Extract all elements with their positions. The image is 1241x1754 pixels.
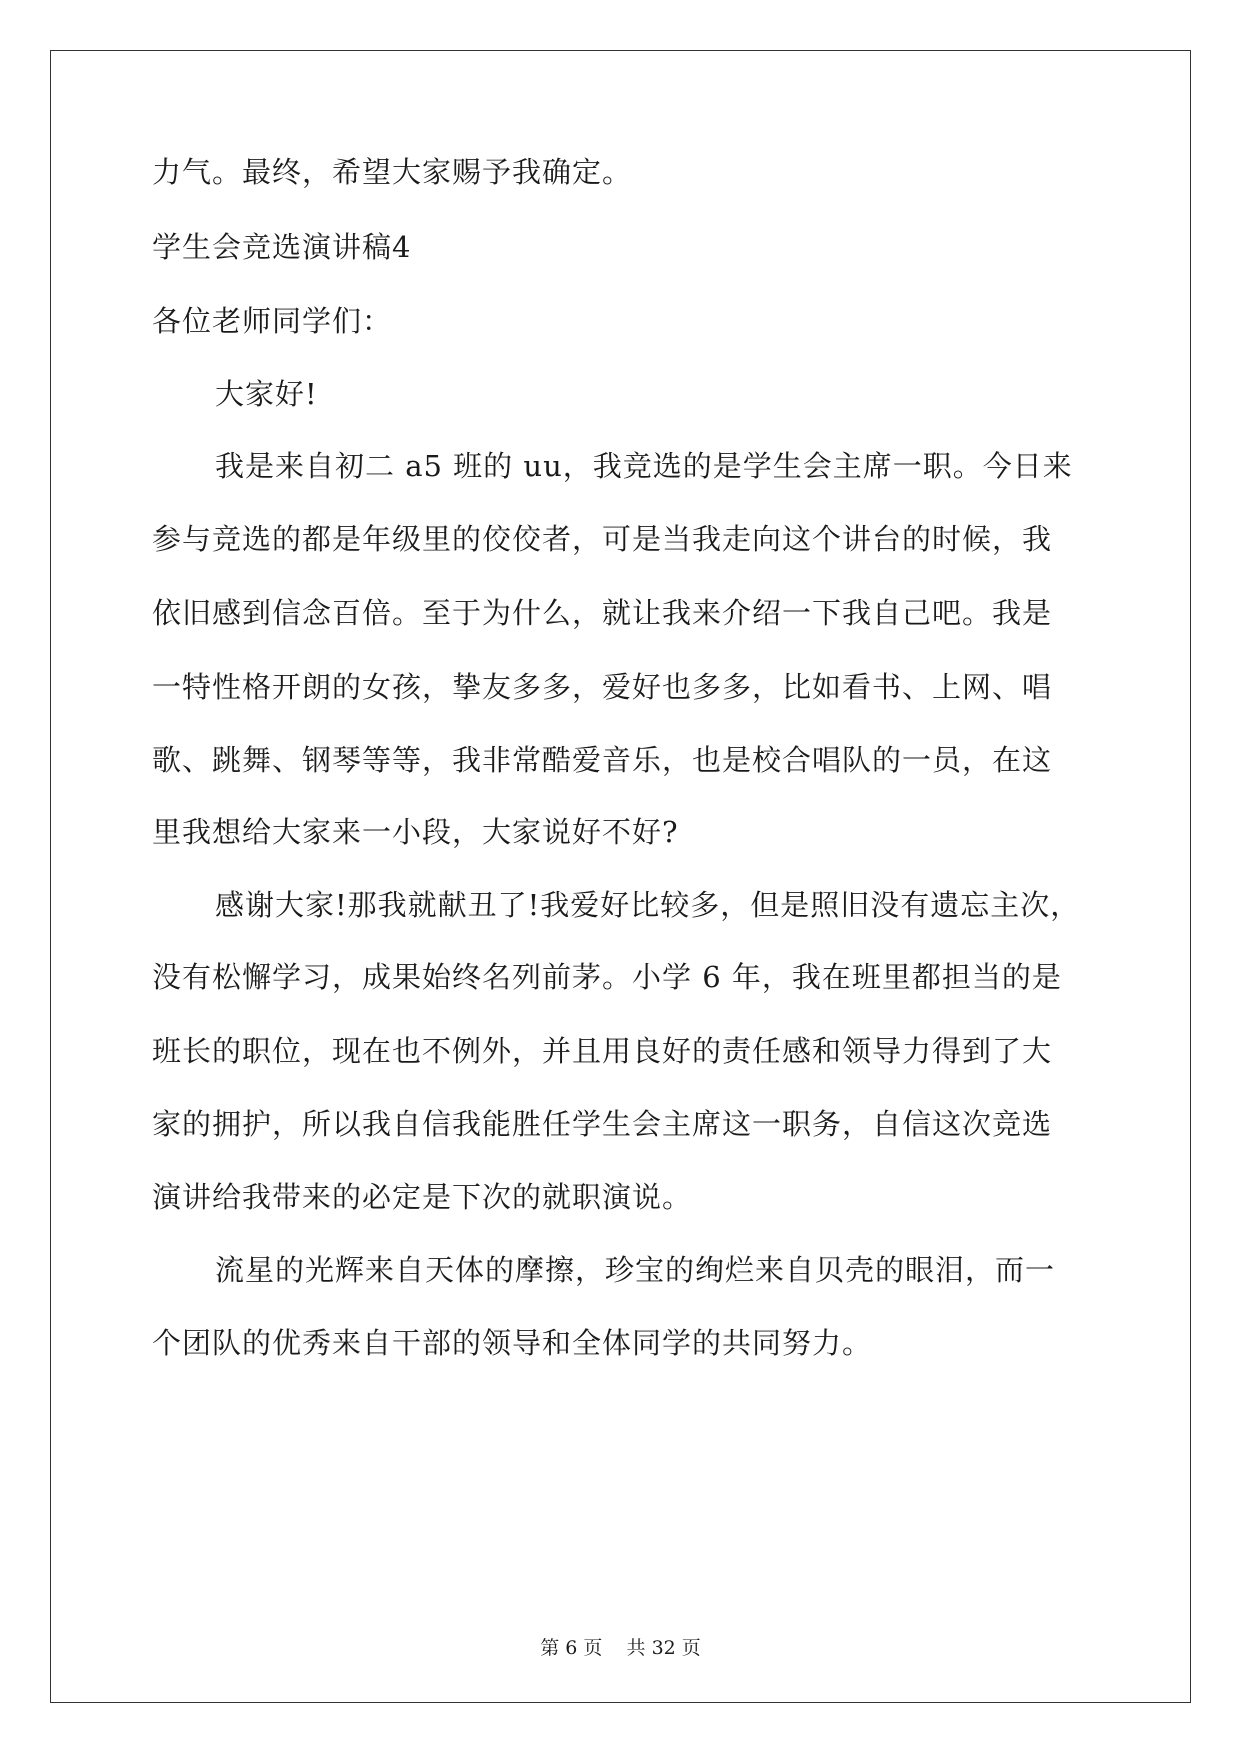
text-line: 力气。最终，希望大家赐予我确定。 bbox=[152, 155, 633, 189]
text-line: 我是来自初二 a5 班的 uu，我竞选的是学生会主席一职。今日来 bbox=[215, 449, 1073, 483]
text-line: 班长的职位，现在也不例外，并且用良好的责任感和领导力得到了大 bbox=[152, 1034, 1053, 1068]
text-line: 没有松懈学习，成果始终名列前茅。小学 6 年，我在班里都担当的是 bbox=[152, 960, 1062, 994]
text-line: 歌、跳舞、钢琴等等，我非常酷爱音乐，也是校合唱队的一员，在这 bbox=[152, 743, 1053, 777]
text-line: 参与竞选的都是年级里的佼佼者，可是当我走向这个讲台的时候，我 bbox=[152, 522, 1053, 556]
text-line: 依旧感到信念百倍。至于为什么，就让我来介绍一下我自己吧。我是 bbox=[152, 596, 1053, 630]
text-line: 演讲给我带来的必定是下次的就职演说。 bbox=[152, 1180, 693, 1214]
text-line: 感谢大家!那我就献丑了!我爱好比较多，但是照旧没有遗忘主次， bbox=[215, 888, 1081, 922]
salutation: 各位老师同学们： bbox=[152, 304, 393, 338]
text-line: 家的拥护，所以我自信我能胜任学生会主席这一职务，自信这次竞选 bbox=[152, 1107, 1053, 1141]
text-line: 一特性格开朗的女孩，挚友多多，爱好也多多，比如看书、上网、唱 bbox=[152, 670, 1053, 704]
text-line: 里我想给大家来一小段，大家说好不好? bbox=[152, 815, 679, 849]
text-line: 流星的光辉来自天体的摩擦，珍宝的绚烂来自贝壳的眼泪，而一 bbox=[215, 1253, 1056, 1287]
page-border bbox=[50, 50, 1191, 1703]
page-number: 第 6 页 共 32 页 bbox=[540, 1637, 701, 1659]
greeting: 大家好! bbox=[215, 377, 318, 411]
section-heading: 学生会竞选演讲稿4 bbox=[152, 230, 412, 264]
text-line: 个团队的优秀来自干部的领导和全体同学的共同努力。 bbox=[152, 1326, 873, 1360]
